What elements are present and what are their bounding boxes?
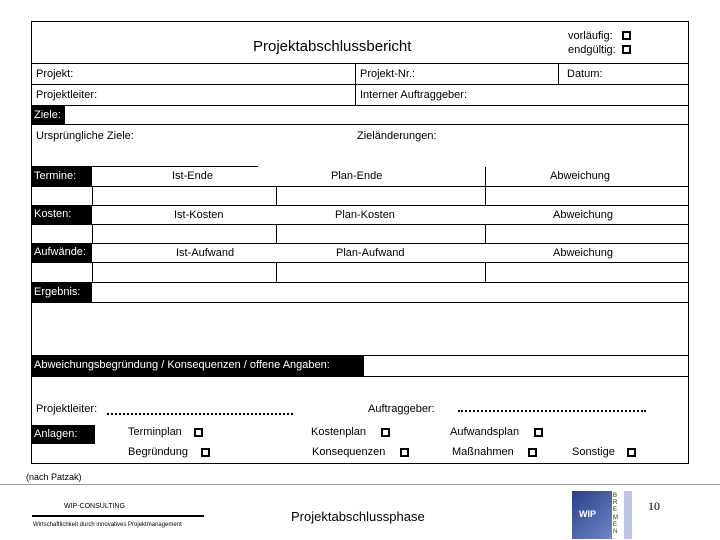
attachment-schedule-checkbox[interactable] (194, 428, 203, 437)
final-checkbox[interactable] (622, 45, 631, 54)
attachment-effort-checkbox[interactable] (534, 428, 543, 437)
divider (31, 205, 689, 206)
goals-label: Ziele: (31, 106, 65, 125)
divider (31, 262, 689, 263)
divider (276, 262, 277, 282)
source-note: (nach Patzak) (26, 472, 82, 482)
divider (31, 105, 689, 106)
attachment-measures-checkbox[interactable] (528, 448, 537, 457)
date-label: Datum: (567, 68, 603, 80)
attachments-label: Anlagen: (31, 425, 95, 444)
schedule-deviation-label: Abweichung (550, 170, 610, 182)
divider (485, 262, 486, 282)
divider (558, 63, 559, 84)
divider (31, 84, 689, 85)
report-title: Projektabschlussbericht (253, 38, 412, 55)
logo-text: WIP (579, 509, 596, 519)
effort-deviation-label: Abweichung (553, 247, 613, 259)
footer-rule (0, 484, 720, 485)
plan-cost-label: Plan-Kosten (335, 209, 395, 221)
divider (485, 224, 486, 243)
signature-project-lead-label: Projektleiter: (36, 403, 98, 415)
deviation-reasons-label: Abweichungsbegründung / Konsequenzen / offene Angaben: (31, 356, 364, 376)
phase-title: Projektabschlussphase (291, 509, 425, 524)
preliminary-checkbox[interactable] (622, 31, 631, 40)
actual-cost-label: Ist-Kosten (174, 209, 224, 221)
divider (92, 224, 93, 243)
attachment-cost-label: Kostenplan (311, 426, 367, 438)
project-lead-label: Projektleiter: (36, 89, 98, 101)
divider (355, 63, 356, 105)
divider (92, 262, 93, 282)
goal-changes-label: Zieländerungen: (357, 130, 437, 142)
attachment-reasons-label: Begründung (128, 446, 188, 458)
attachment-effort-label: Aufwandsplan (450, 426, 520, 438)
company-name: WIP-CONSULTING (64, 503, 125, 510)
divider (276, 224, 277, 243)
client-signature-line[interactable] (458, 410, 646, 412)
signature-client-label: Auftraggeber: (368, 403, 435, 415)
attachment-consequences-label: Konsequenzen (312, 446, 386, 458)
divider (31, 282, 689, 283)
status-preliminary-label: vorläufig: (568, 30, 613, 42)
logo-letters: BREMEN (613, 493, 618, 536)
actual-end-label: Ist-Ende (172, 170, 213, 182)
cost-deviation-label: Abweichung (553, 209, 613, 221)
divider (92, 186, 93, 205)
original-goals-label: Ursprüngliche Ziele: (36, 130, 134, 142)
status-final-label: endgültig: (568, 44, 616, 56)
attachment-cost-checkbox[interactable] (381, 428, 390, 437)
divider (485, 167, 486, 205)
internal-client-label: Interner Auftraggeber: (360, 89, 468, 101)
project-lead-signature-line[interactable] (107, 413, 293, 415)
attachment-other-checkbox[interactable] (627, 448, 636, 457)
cost-label: Kosten: (31, 206, 92, 224)
divider (276, 186, 277, 205)
company-logo (572, 491, 632, 539)
schedule-label: Termine: (31, 167, 92, 186)
result-label: Ergebnis: (31, 283, 92, 302)
footer-underline (32, 515, 204, 517)
attachment-schedule-label: Terminplan (128, 426, 182, 438)
attachment-measures-label: Maßnahmen (452, 446, 514, 458)
plan-end-label: Plan-Ende (331, 170, 383, 182)
divider (31, 186, 689, 187)
company-slogan: Wirtschaftlichkeit durch innovatives Projektmanagement (33, 522, 182, 528)
attachment-consequences-checkbox[interactable] (400, 448, 409, 457)
logo-bar (624, 491, 632, 539)
divider (31, 63, 689, 64)
attachment-other-label: Sonstige (572, 446, 615, 458)
divider (31, 376, 689, 377)
divider (31, 243, 689, 244)
divider (31, 302, 689, 303)
project-label: Projekt: (36, 68, 74, 80)
plan-effort-label: Plan-Aufwand (336, 247, 405, 259)
divider (31, 124, 689, 125)
attachment-reasons-checkbox[interactable] (201, 448, 210, 457)
project-number-label: Projekt-Nr.: (360, 68, 416, 80)
effort-label: Aufwände: (31, 244, 92, 262)
actual-effort-label: Ist-Aufwand (176, 247, 235, 259)
page-number: 10 (648, 499, 660, 513)
divider (31, 224, 689, 225)
